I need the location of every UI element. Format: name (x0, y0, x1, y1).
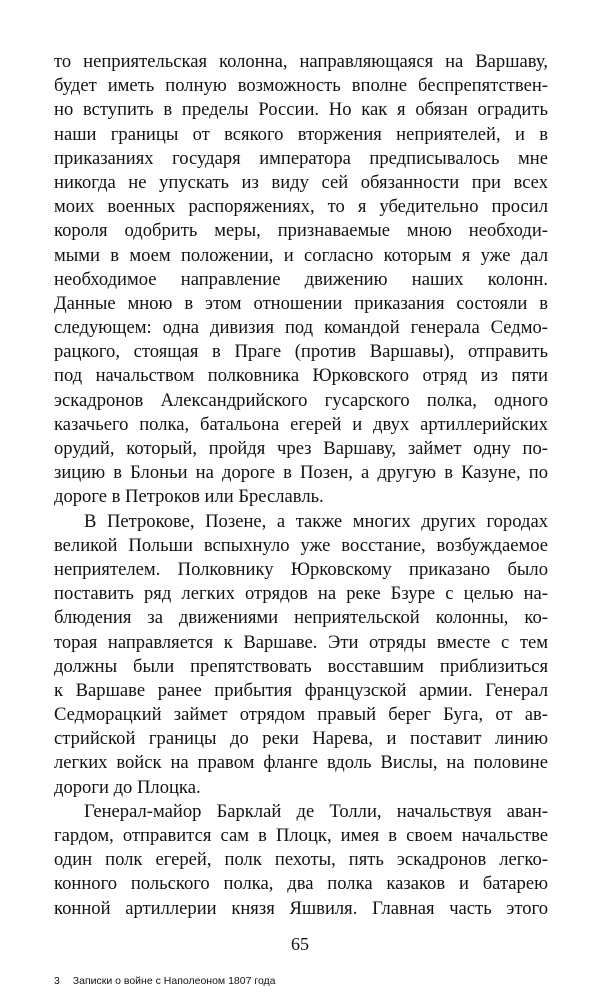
body-text (54, 50, 548, 921)
text-line: Седморацкий займет отрядом правый берег Буга, от ав- (54, 704, 548, 726)
text-line: но вступить в пределы России. Но как я обязан оградить (54, 99, 548, 121)
text-line: Генерал-майор Барклай де Толли, начальствуя аван- (84, 800, 548, 822)
text-line: под начальством полковника Юрковского отряд из пяти (54, 365, 548, 387)
text-line: будет иметь полную возможность вполне беспрепятствен- (54, 75, 548, 97)
text-line: к Варшаве ранее прибытия французской армии. Генерал (54, 679, 548, 701)
text-line: легких войск на правом фланге вдоль Вислы, на половине (54, 752, 548, 774)
text-line: гардом, отправится сам в Плоцк, имея в своем начальстве (54, 825, 548, 846)
text-line: блюдения за движениями неприятельской колонны, ко- (54, 607, 548, 629)
text-line: Данные мною в этом отношении приказания состояли в (54, 292, 548, 314)
text-line: короля одобрить меры, признаваемые мною необходи- (54, 220, 548, 242)
text-line: один полк егерей, полк пехоты, пять эскадронов легко- (54, 849, 548, 871)
text-line: дороги до Плоцка. (54, 776, 201, 798)
signature-number: 3 (54, 975, 60, 987)
text-line: конного польского полка, два полка казаков и батарею (54, 873, 548, 895)
text-line: никогда не упускать из виду сей обязанности при всех (54, 171, 548, 193)
text-line: необходимое направление движению наших колонн. (54, 268, 548, 290)
book-title: Записки о войне с Наполеоном 1807 года (72, 975, 276, 987)
text-line: торая направляется к Варшаве. Эти отряды вместе с тем (54, 631, 548, 653)
text-line: моих военных распоряжениях, то я убедительно просил (54, 196, 548, 218)
paragraph (54, 50, 548, 510)
text-line: неприятелем. Полковнику Юрковскому приказано было (54, 558, 548, 580)
page-number: 65 (291, 934, 309, 954)
text-line: стрийской границы до реки Нарева, и поставит линию (54, 728, 548, 750)
text-line: поставить ряд легких отрядов на реке Бзуре с целью на- (54, 583, 548, 605)
paragraph (54, 800, 548, 921)
text-line: должны были препятствовать восставшим приблизиться (54, 655, 548, 677)
text-line: приказаниях государя императора предписывалось мне (54, 147, 548, 169)
text-line: рацкого, стоящая в Праге (против Варшавы), отправить (54, 341, 548, 363)
paragraph (54, 510, 548, 800)
text-line: конной артиллерии князя Яшвиля. Главная часть этого (54, 897, 548, 919)
text-line: казачьего полка, батальона егерей и двух артиллерийских (54, 413, 548, 435)
text-line: наши границы от всякого вторжения неприятелей, и в (54, 123, 548, 145)
text-line: мыми в моем положении, и согласно которым я уже дал (54, 244, 548, 266)
text-line: следующем: одна дивизия под командой генерала Седмо- (54, 317, 548, 339)
text-line: то неприятельская колонна, направляющаяся на Варшаву, (54, 51, 548, 72)
text-line: дороге в Петроков или Бреславль. (54, 486, 324, 508)
printer-signature-footer (54, 975, 276, 987)
text-line: зицию в Блоньи на дороге в Позен, а другую в Казуне, по (54, 462, 548, 484)
text-line: орудий, который, пройдя чрез Варшаву, займет одну по- (54, 438, 548, 459)
text-line: великой Польши вспыхнуло уже восстание, возбуждаемое (54, 534, 548, 556)
text-line: эскадронов Александрийского гусарского полка, одного (54, 389, 548, 411)
text-line: В Петрокове, Позене, а также многих других городах (84, 510, 548, 532)
